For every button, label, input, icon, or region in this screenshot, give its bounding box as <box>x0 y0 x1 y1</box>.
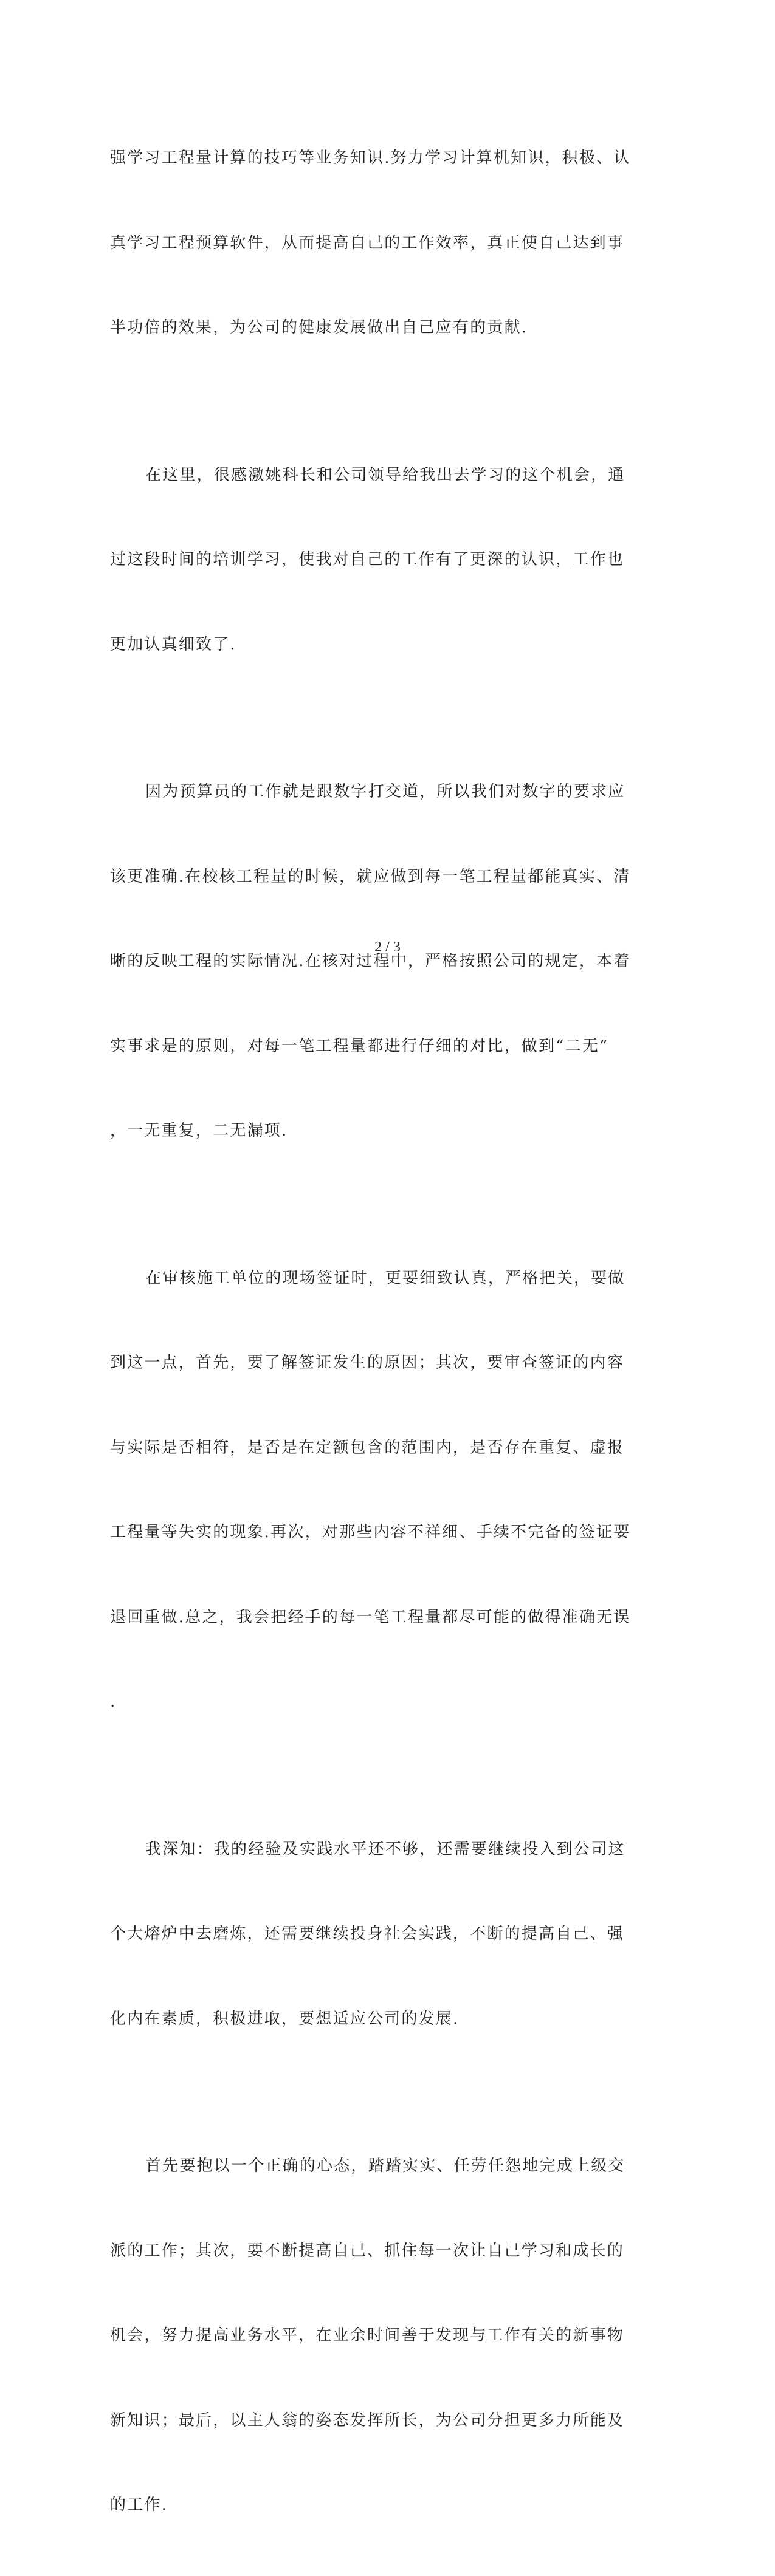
text-line: 晰的反映工程的实际情况.在核对过程中，严格按照公司的规定，本着 <box>110 952 631 970</box>
text-line: 到这一点，首先，要了解签证发生的原因；其次，要审查签证的内容 <box>110 1354 625 1372</box>
text-line: 我深知：我的经验及实践水平还不够，还需要继续投入到公司这 <box>145 1840 625 1858</box>
text-line: 派的工作；其次，要不断提高自己、抓住每一次让自己学习和成长的 <box>110 2241 625 2260</box>
text-line: 与实际是否相符，是否是在定额包含的范围内，是否存在重复、虚报 <box>110 1438 625 1457</box>
document-body <box>110 87 631 2576</box>
page-number: 2 / 3 <box>374 939 401 955</box>
text-line: 的工作. <box>110 2496 168 2514</box>
paragraph-accuracy <box>110 721 631 1202</box>
text-line: 因为预算员的工作就是跟数字打交道，所以我们对数字的要求应 <box>145 783 625 801</box>
text-line: 真学习工程预算软件，从而提高自己的工作效率，真正使自己达到事 <box>110 233 625 252</box>
paragraph-site-visa-review <box>110 1208 631 1773</box>
text-line: ，一无重复，二无漏项. <box>110 1122 288 1140</box>
text-line: 首先要抱以一个正确的心态，踏踏实实、任劳任怨地完成上级交 <box>145 2157 625 2175</box>
paragraph-plans <box>110 2095 625 2576</box>
text-line: 该更准确.在校核工程量的时候，就应做到每一笔工程量都能真实、清 <box>110 867 631 886</box>
paragraph-self-awareness <box>110 1779 625 2090</box>
text-line: 在这里，很感激姚科长和公司领导给我出去学习的这个机会，通 <box>145 465 625 484</box>
text-line: 新知识；最后，以主人翁的姿态发挥所长，为公司分担更多力所能及 <box>110 2411 625 2430</box>
paragraph-gratitude <box>110 405 625 716</box>
text-line: 机会，努力提高业务水平，在业余时间善于发现与工作有关的新事物 <box>110 2326 625 2345</box>
text-line: 过这段时间的培训学习，使我对自己的工作有了更深的认识，工作也 <box>110 550 625 569</box>
text-line: 退回重做.总之，我会把经手的每一笔工程量都尽可能的做得准确无误 <box>110 1608 631 1626</box>
text-line: 个大熔炉中去磨炼，还需要继续投身社会实践，不断的提高自己、强 <box>110 1925 625 1943</box>
text-line: 化内在素质，积极进取，要想适应公司的发展. <box>110 2009 460 2028</box>
text-line: 在审核施工单位的现场签证时，更要细致认真，严格把关，要做 <box>145 1269 625 1287</box>
text-line: . <box>110 1693 117 1711</box>
text-line: 强学习工程量计算的技巧等业务知识.努力学习计算机知识，积极、认 <box>110 149 631 167</box>
text-line: 实事求是的原则，对每一笔工程量都进行仔细的对比，做到“二无” <box>110 1036 609 1055</box>
text-line: 半功倍的效果，为公司的健康发展做出自己应有的贡献. <box>110 318 528 337</box>
paragraph-study-skills <box>110 87 631 399</box>
text-line: 工程量等失实的现象.再次，对那些内容不祥细、手续不完备的签证要 <box>110 1523 631 1541</box>
text-line: 更加认真细致了. <box>110 635 236 654</box>
